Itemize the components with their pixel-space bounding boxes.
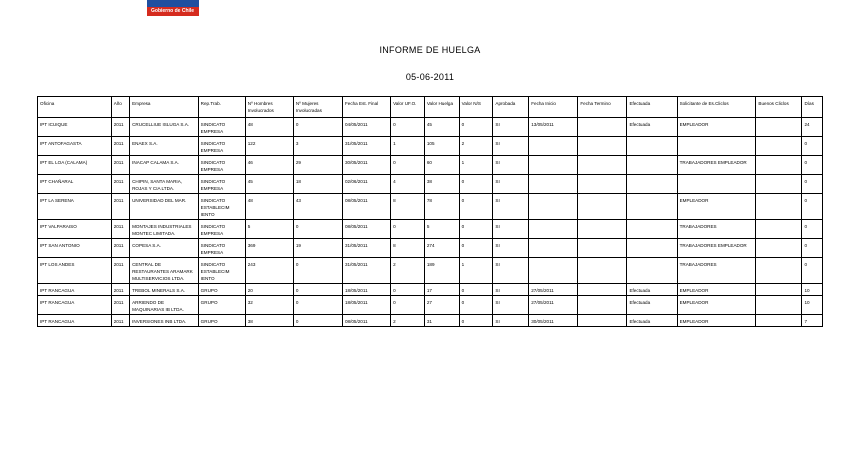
table-cell: 0 — [459, 284, 493, 296]
table-cell: ARRIENDO DE MAQUINARIAS IB LTDA. — [130, 296, 199, 315]
table-cell: 0 — [802, 258, 823, 284]
table-cell — [756, 258, 802, 284]
column-header: Empresa — [130, 97, 199, 118]
table-cell: INACAP CALAMA S.A. — [130, 156, 199, 175]
table-cell: 2011 — [111, 296, 129, 315]
table-cell: ENAEX S.A. — [130, 137, 199, 156]
table-cell: 274 — [424, 239, 459, 258]
table-cell: MONTAJES INDUSTRIALES MONTEC LIMITADA. — [130, 220, 199, 239]
table-row — [38, 137, 823, 156]
table-cell — [627, 175, 677, 194]
table-cell: GRUPO — [198, 284, 245, 296]
column-header: Valor Huelga — [424, 97, 459, 118]
logo-blue-band — [147, 0, 199, 7]
logo-text: Gobierno de Chile — [151, 8, 195, 14]
table-cell: 0 — [293, 284, 342, 296]
table-cell — [756, 118, 802, 137]
column-header: Nº Hombres Involucrados — [245, 97, 293, 118]
table-cell: 2011 — [111, 239, 129, 258]
table-cell: IPT RANCAGUA — [38, 315, 112, 327]
table-cell: 38 — [424, 175, 459, 194]
table-cell: IPT CHAÑARAL — [38, 175, 112, 194]
table-cell: SI — [493, 220, 529, 239]
table-cell: EMPLEADOR — [677, 194, 756, 220]
table-cell: 2 — [391, 258, 425, 284]
table-row — [38, 296, 823, 315]
table-cell: 0 — [391, 284, 425, 296]
table-cell — [756, 156, 802, 175]
table-cell: 2011 — [111, 175, 129, 194]
table-cell: 30/05/2011 — [529, 315, 578, 327]
table-cell — [578, 296, 627, 315]
table-row — [38, 315, 823, 327]
column-header: Oficina — [38, 97, 112, 118]
table-cell: 5 — [245, 220, 293, 239]
table-cell: 2 — [459, 137, 493, 156]
table-cell — [578, 194, 627, 220]
table-cell: SI — [493, 296, 529, 315]
table-cell — [529, 194, 578, 220]
table-cell: Efectuada — [627, 315, 677, 327]
table-cell: 0 — [293, 220, 342, 239]
table-cell: 2011 — [111, 284, 129, 296]
table-cell: 0 — [293, 258, 342, 284]
table-cell: 0 — [802, 239, 823, 258]
table-cell: TRABAJADORES — [677, 220, 756, 239]
table-cell: 0 — [293, 118, 342, 137]
column-header: Nº Mujeres Involucradas — [293, 97, 342, 118]
table-cell: 08/05/2011 — [342, 194, 390, 220]
table-cell — [627, 137, 677, 156]
table-cell — [578, 156, 627, 175]
table-cell — [578, 118, 627, 137]
column-header: Valor N/S — [459, 97, 493, 118]
table-cell: 0 — [802, 137, 823, 156]
table-cell: SINDICATO EMPRESA — [198, 118, 245, 137]
table-cell: Efectuada — [627, 296, 677, 315]
table-cell — [578, 315, 627, 327]
table-cell — [756, 284, 802, 296]
table-cell: IPT VALPARAISO — [38, 220, 112, 239]
column-header: Días — [802, 97, 823, 118]
table-cell — [677, 175, 756, 194]
table-cell: 17 — [424, 284, 459, 296]
table-cell: 189 — [424, 258, 459, 284]
table-cell — [578, 175, 627, 194]
table-cell: EMPLEADOR — [677, 118, 756, 137]
table-cell: 0 — [459, 220, 493, 239]
column-header: Fecha Est. Final — [342, 97, 390, 118]
table-cell: 2011 — [111, 118, 129, 137]
table-cell: 1 — [391, 137, 425, 156]
table-cell: EMPLEADOR — [677, 296, 756, 315]
table-cell: 0 — [459, 296, 493, 315]
table-cell: 7 — [802, 315, 823, 327]
table-cell — [627, 239, 677, 258]
table-cell: 0 — [293, 296, 342, 315]
column-header: Rep.Trab. — [198, 97, 245, 118]
table-cell: 43 — [293, 194, 342, 220]
table-cell: SI — [493, 194, 529, 220]
table-cell: 2011 — [111, 156, 129, 175]
table-cell: 8 — [391, 194, 425, 220]
table-cell: 4 — [391, 175, 425, 194]
table-cell: SI — [493, 137, 529, 156]
table-cell: 0 — [802, 194, 823, 220]
table-cell: 10 — [802, 296, 823, 315]
table-cell: IPT ICUIQUE — [38, 118, 112, 137]
table-cell: 31 — [424, 315, 459, 327]
table-cell: 10 — [802, 284, 823, 296]
table-cell — [578, 220, 627, 239]
table-cell: 78 — [424, 194, 459, 220]
table-cell: 0 — [459, 315, 493, 327]
column-header: Fecha Termino — [578, 97, 627, 118]
table-cell: 18 — [293, 175, 342, 194]
table-cell — [756, 194, 802, 220]
table-cell: 0 — [391, 220, 425, 239]
table-cell: 18/05/2011 — [342, 284, 390, 296]
table-cell: 27/05/2011 — [529, 296, 578, 315]
table-cell: 08/05/2011 — [342, 220, 390, 239]
table-cell: TREBOL MINERALS S.A. — [130, 284, 199, 296]
table-cell — [756, 296, 802, 315]
table-cell — [578, 284, 627, 296]
table-cell — [529, 175, 578, 194]
table-cell: SINDICATO ESTABLECIM IENTO — [198, 258, 245, 284]
table-cell: 8 — [391, 239, 425, 258]
table-row — [38, 284, 823, 296]
column-header: Aprobada — [493, 97, 529, 118]
table-row — [38, 220, 823, 239]
table-cell: GRUPO — [198, 296, 245, 315]
table-cell: SINDICATO EMPRESA — [198, 175, 245, 194]
table-cell: TRABAJADORES EMPLEADOR — [677, 156, 756, 175]
table-cell: SI — [493, 156, 529, 175]
table-cell: 2011 — [111, 315, 129, 327]
table-cell: TRABAJADORES EMPLEADOR — [677, 239, 756, 258]
table-cell: 0 — [459, 194, 493, 220]
table-cell — [529, 220, 578, 239]
table-cell: IPT RANCAGUA — [38, 296, 112, 315]
table-cell — [756, 175, 802, 194]
table-cell: 08/05/2011 — [342, 315, 390, 327]
table-cell — [756, 315, 802, 327]
table-cell: 0 — [293, 315, 342, 327]
table-cell: 0 — [802, 175, 823, 194]
table-cell: SI — [493, 284, 529, 296]
table-row — [38, 239, 823, 258]
table-cell: 60 — [424, 156, 459, 175]
table-cell: 31/05/2011 — [342, 137, 390, 156]
table-cell: 04/05/2011 — [342, 118, 390, 137]
table-cell: 5 — [424, 220, 459, 239]
table-cell: 18/05/2011 — [342, 296, 390, 315]
table-cell: Efectuada — [627, 118, 677, 137]
table-cell: 27 — [424, 296, 459, 315]
table-cell: SI — [493, 315, 529, 327]
table-cell: SI — [493, 239, 529, 258]
table-cell: INVERSIONES INB LTDA. — [130, 315, 199, 327]
table-cell: CRUCELLIUE ISLUGA S.A. — [130, 118, 199, 137]
table-cell: 38 — [245, 315, 293, 327]
table-cell: IPT ANTOFAGASTA — [38, 137, 112, 156]
table-cell: UNIVERSIDAD DEL MAR. — [130, 194, 199, 220]
report-date: 05-06-2011 — [405, 72, 455, 82]
table-cell: 2011 — [111, 220, 129, 239]
strike-report-table — [37, 96, 823, 327]
table-cell — [627, 220, 677, 239]
table-cell: 0 — [391, 156, 425, 175]
column-header: Solicitante de Es.Cliclos — [677, 97, 756, 118]
table-cell: SI — [493, 118, 529, 137]
column-header: Fecha Inicio — [529, 97, 578, 118]
table-cell — [529, 156, 578, 175]
table-cell — [756, 239, 802, 258]
table-cell: 1 — [459, 156, 493, 175]
table-cell: TRABAJADORES — [677, 258, 756, 284]
table-row — [38, 118, 823, 137]
table-cell — [529, 258, 578, 284]
table-cell: 02/06/2011 — [342, 175, 390, 194]
table-cell: 19 — [293, 239, 342, 258]
table-cell: 13/05/2011 — [529, 118, 578, 137]
table-cell: SINDICATO EMPRESA — [198, 156, 245, 175]
table-cell: SINDICATO EMPRESA — [198, 220, 245, 239]
table-cell: 29 — [293, 156, 342, 175]
table-cell: 122 — [245, 137, 293, 156]
column-header: Efectuada — [627, 97, 677, 118]
table-cell: COPESA S.A. — [130, 239, 199, 258]
table-row — [38, 258, 823, 284]
table-cell — [627, 258, 677, 284]
table-cell: 24 — [802, 118, 823, 137]
table-cell: 0 — [802, 156, 823, 175]
table-cell — [627, 194, 677, 220]
column-header: Año — [111, 97, 129, 118]
table-cell: 30/05/2011 — [342, 156, 390, 175]
table-cell: SI — [493, 258, 529, 284]
table-cell: 0 — [459, 118, 493, 137]
table-cell: IPT RANCAGUA — [38, 284, 112, 296]
table-cell: 1 — [459, 258, 493, 284]
table-cell: 2 — [391, 315, 425, 327]
table-cell — [627, 156, 677, 175]
table-cell: 369 — [245, 239, 293, 258]
table-cell: 0 — [802, 220, 823, 239]
table-cell — [578, 239, 627, 258]
table-cell: IPT SAN ANTONIO — [38, 239, 112, 258]
table-cell: CENTRAL DE RESTAURANTES ARAMARK MULTISERVICIOS LTDA. — [130, 258, 199, 284]
table-row — [38, 194, 823, 220]
table-row — [38, 156, 823, 175]
table-cell: 243 — [245, 258, 293, 284]
table-header-row — [38, 97, 823, 118]
table-cell: 31/05/2011 — [342, 239, 390, 258]
table-cell: EMPLEADOR — [677, 284, 756, 296]
table-cell: 45 — [245, 175, 293, 194]
column-header: Valor UF.O. — [391, 97, 425, 118]
table-cell — [756, 220, 802, 239]
table-cell — [756, 137, 802, 156]
table-cell: 20 — [245, 284, 293, 296]
table-cell: 2011 — [111, 137, 129, 156]
table-cell: 0 — [459, 239, 493, 258]
table-cell: SINDICATO EMPRESA — [198, 137, 245, 156]
table-cell: SINDICATO EMPRESA — [198, 239, 245, 258]
table-cell: 3 — [293, 137, 342, 156]
table-cell: 48 — [245, 118, 293, 137]
table-cell: 0 — [391, 296, 425, 315]
table-cell: Efectuada — [627, 284, 677, 296]
table-cell — [578, 258, 627, 284]
table-cell: SI — [493, 175, 529, 194]
table-cell: IPT EL LOA (CALAMA) — [38, 156, 112, 175]
table-cell: 45 — [424, 118, 459, 137]
table-cell: 48 — [245, 194, 293, 220]
table-cell: IPT LA SERENA — [38, 194, 112, 220]
column-header: Buenos Cliclos — [756, 97, 802, 118]
table-cell: 32 — [245, 296, 293, 315]
table-cell — [677, 137, 756, 156]
report-title: INFORME DE HUELGA — [379, 45, 481, 55]
table-cell — [529, 239, 578, 258]
table-cell: 27/05/2011 — [529, 284, 578, 296]
table-cell: EMPLEADOR — [677, 315, 756, 327]
table-cell: 0 — [391, 118, 425, 137]
table-cell: GRUPO — [198, 315, 245, 327]
table-cell: IPT LOS ANDES — [38, 258, 112, 284]
table-cell — [578, 137, 627, 156]
table-cell: 105 — [424, 137, 459, 156]
table-cell — [529, 137, 578, 156]
table-cell: 2011 — [111, 194, 129, 220]
table-cell: SINDICATO ESTABLECIM IENTO — [198, 194, 245, 220]
table-row — [38, 175, 823, 194]
table-cell: 2011 — [111, 258, 129, 284]
table-cell: 46 — [245, 156, 293, 175]
table-cell: CHIPIN, SANTA MARIA, ROJAS Y CIA LTDA. — [130, 175, 199, 194]
government-logo — [147, 0, 199, 13]
table-cell: 0 — [459, 175, 493, 194]
table-cell: 31/05/2011 — [342, 258, 390, 284]
